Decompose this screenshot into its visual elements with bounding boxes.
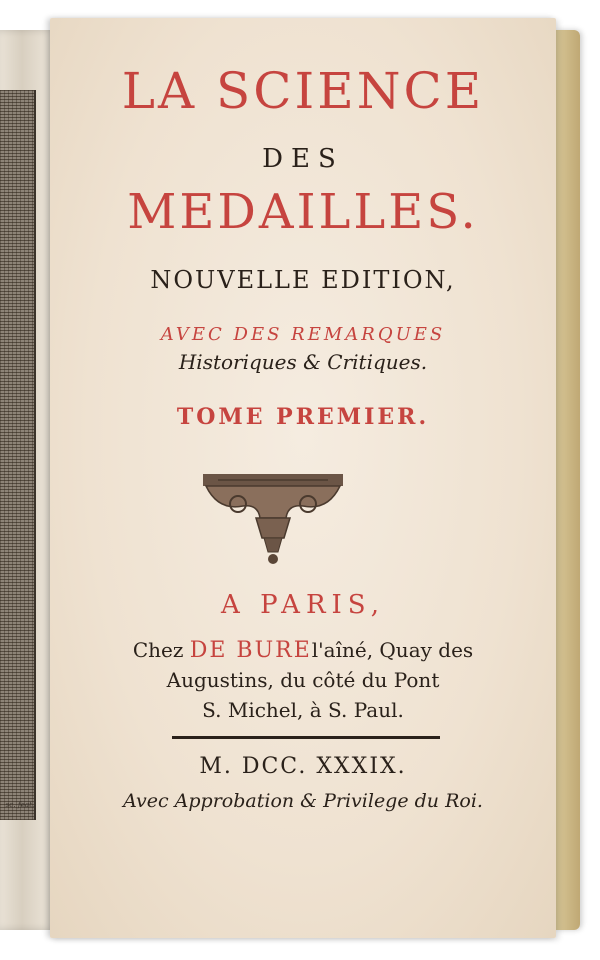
frontispiece-caption: sc. feat.: [5, 800, 35, 809]
place-line: A PARIS,: [221, 590, 385, 620]
remarks-line-1: AVEC DES REMARQUES: [160, 324, 446, 345]
volume-line: TOME PREMIER.: [176, 404, 430, 430]
frontispiece-page: [0, 30, 55, 930]
cul-de-lampe-ornament-icon: [198, 466, 348, 566]
address-line-2: Augustins, du côté du Pont: [166, 668, 440, 692]
remarks-line-2: Historiques & Critiques.: [178, 350, 428, 374]
book-cover-edge: [554, 30, 580, 930]
edition-line: NOUVELLE EDITION,: [150, 266, 456, 294]
address-line-3: S. Michel, à S. Paul.: [202, 698, 404, 722]
publisher-suffix: l'aîné, Quay des: [311, 638, 474, 662]
year-line: M. DCC. XXXIX.: [199, 754, 407, 779]
divider-rule: [172, 736, 440, 739]
publisher-name: DE BURE: [189, 638, 312, 663]
title-line-1: LA SCIENCE: [121, 62, 485, 120]
title-line-3: MEDAILLES.: [127, 184, 479, 240]
frontispiece-engraving: [0, 90, 36, 820]
title-page: [50, 18, 556, 938]
publisher-prefix: Chez: [132, 638, 184, 662]
privilege-line: Avec Approbation & Privilege du Roi.: [123, 790, 483, 812]
title-line-2: DES: [262, 144, 344, 174]
publisher-line: [50, 638, 556, 663]
